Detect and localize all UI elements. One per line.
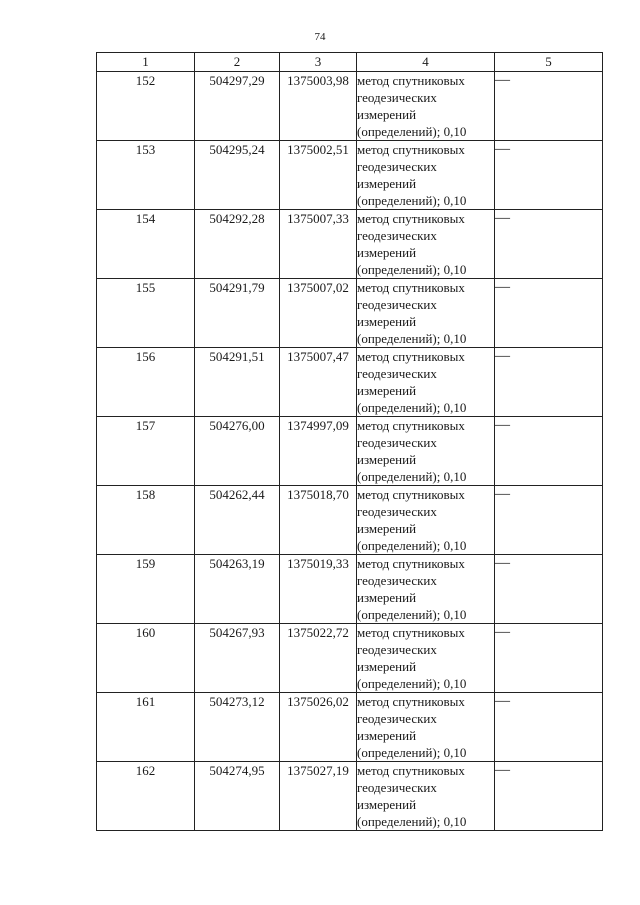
y-coordinate-cell: 1375019,33 bbox=[280, 555, 357, 624]
table-body bbox=[97, 72, 603, 831]
method-line: геодезических bbox=[357, 504, 437, 519]
column-header-2: 2 bbox=[195, 53, 280, 72]
table-row bbox=[97, 693, 603, 762]
method-line: измерений bbox=[357, 107, 417, 122]
y-coordinate-cell: 1375022,72 bbox=[280, 624, 357, 693]
method-line: измерений bbox=[357, 245, 417, 260]
table-row bbox=[97, 348, 603, 417]
point-number-cell: 154 bbox=[97, 210, 195, 279]
y-coordinate-cell: 1375002,51 bbox=[280, 141, 357, 210]
page-number: 74 bbox=[314, 31, 326, 43]
method-line: (определений); 0,10 bbox=[357, 400, 467, 415]
method-line: (определений); 0,10 bbox=[357, 676, 467, 691]
column-header-4: 4 bbox=[357, 53, 495, 72]
x-coordinate-cell: 504291,79 bbox=[195, 279, 280, 348]
x-coordinate-cell: 504267,93 bbox=[195, 624, 280, 693]
method-cell bbox=[357, 348, 495, 417]
y-coordinate-cell: 1375007,33 bbox=[280, 210, 357, 279]
column-header-3: 3 bbox=[280, 53, 357, 72]
method-line: геодезических bbox=[357, 297, 437, 312]
note-cell: — bbox=[495, 279, 603, 348]
method-line: (определений); 0,10 bbox=[357, 607, 467, 622]
method-line: измерений bbox=[357, 797, 417, 812]
method-line: (определений); 0,10 bbox=[357, 193, 467, 208]
y-coordinate-cell: 1375018,70 bbox=[280, 486, 357, 555]
point-number-cell: 162 bbox=[97, 762, 195, 831]
method-line: геодезических bbox=[357, 780, 437, 795]
method-cell bbox=[357, 555, 495, 624]
method-line: (определений); 0,10 bbox=[357, 745, 467, 760]
method-cell bbox=[357, 624, 495, 693]
method-cell bbox=[357, 279, 495, 348]
method-line: измерений bbox=[357, 452, 417, 467]
method-cell bbox=[357, 417, 495, 486]
method-line: измерений bbox=[357, 314, 417, 329]
note-cell: — bbox=[495, 693, 603, 762]
method-cell bbox=[357, 141, 495, 210]
x-coordinate-cell: 504292,28 bbox=[195, 210, 280, 279]
point-number-cell: 160 bbox=[97, 624, 195, 693]
method-line: метод спутниковых bbox=[357, 73, 465, 88]
x-coordinate-cell: 504262,44 bbox=[195, 486, 280, 555]
table-row bbox=[97, 762, 603, 831]
note-cell: — bbox=[495, 417, 603, 486]
column-header-5: 5 bbox=[495, 53, 603, 72]
method-line: метод спутниковых bbox=[357, 487, 465, 502]
method-line: геодезических bbox=[357, 228, 437, 243]
y-coordinate-cell: 1374997,09 bbox=[280, 417, 357, 486]
method-cell bbox=[357, 693, 495, 762]
point-number-cell: 155 bbox=[97, 279, 195, 348]
note-cell: — bbox=[495, 210, 603, 279]
table-row bbox=[97, 279, 603, 348]
method-line: метод спутниковых bbox=[357, 556, 465, 571]
x-coordinate-cell: 504274,95 bbox=[195, 762, 280, 831]
method-line: метод спутниковых bbox=[357, 280, 465, 295]
method-line: (определений); 0,10 bbox=[357, 331, 467, 346]
method-line: метод спутниковых bbox=[357, 211, 465, 226]
table-row bbox=[97, 555, 603, 624]
note-cell: — bbox=[495, 624, 603, 693]
method-line: геодезических bbox=[357, 573, 437, 588]
x-coordinate-cell: 504297,29 bbox=[195, 72, 280, 141]
column-header-1: 1 bbox=[97, 53, 195, 72]
point-number-cell: 158 bbox=[97, 486, 195, 555]
table-row bbox=[97, 486, 603, 555]
method-line: (определений); 0,10 bbox=[357, 469, 467, 484]
y-coordinate-cell: 1375003,98 bbox=[280, 72, 357, 141]
method-cell bbox=[357, 486, 495, 555]
note-cell: — bbox=[495, 348, 603, 417]
method-line: измерений bbox=[357, 176, 417, 191]
method-line: измерений bbox=[357, 590, 417, 605]
method-line: метод спутниковых bbox=[357, 763, 465, 778]
x-coordinate-cell: 504273,12 bbox=[195, 693, 280, 762]
table-row bbox=[97, 141, 603, 210]
method-line: метод спутниковых bbox=[357, 142, 465, 157]
method-line: геодезических bbox=[357, 711, 437, 726]
method-line: геодезических bbox=[357, 435, 437, 450]
point-number-cell: 152 bbox=[97, 72, 195, 141]
point-number-cell: 157 bbox=[97, 417, 195, 486]
note-cell: — bbox=[495, 141, 603, 210]
x-coordinate-cell: 504263,19 bbox=[195, 555, 280, 624]
x-coordinate-cell: 504276,00 bbox=[195, 417, 280, 486]
method-line: метод спутниковых bbox=[357, 625, 465, 640]
table-row bbox=[97, 417, 603, 486]
method-line: (определений); 0,10 bbox=[357, 124, 467, 139]
point-number-cell: 159 bbox=[97, 555, 195, 624]
method-line: измерений bbox=[357, 659, 417, 674]
method-line: геодезических bbox=[357, 159, 437, 174]
y-coordinate-cell: 1375007,47 bbox=[280, 348, 357, 417]
method-line: метод спутниковых bbox=[357, 694, 465, 709]
method-line: геодезических bbox=[357, 366, 437, 381]
table-row bbox=[97, 72, 603, 141]
method-line: измерений bbox=[357, 728, 417, 743]
note-cell: — bbox=[495, 72, 603, 141]
point-number-cell: 156 bbox=[97, 348, 195, 417]
table-row bbox=[97, 210, 603, 279]
method-line: геодезических bbox=[357, 90, 437, 105]
x-coordinate-cell: 504291,51 bbox=[195, 348, 280, 417]
header-row bbox=[97, 53, 603, 72]
method-line: геодезических bbox=[357, 642, 437, 657]
y-coordinate-cell: 1375007,02 bbox=[280, 279, 357, 348]
method-cell bbox=[357, 210, 495, 279]
coordinates-table bbox=[96, 52, 603, 831]
method-cell bbox=[357, 762, 495, 831]
method-line: метод спутниковых bbox=[357, 418, 465, 433]
y-coordinate-cell: 1375027,19 bbox=[280, 762, 357, 831]
method-cell bbox=[357, 72, 495, 141]
point-number-cell: 161 bbox=[97, 693, 195, 762]
method-line: (определений); 0,10 bbox=[357, 262, 467, 277]
method-line: (определений); 0,10 bbox=[357, 538, 467, 553]
method-line: метод спутниковых bbox=[357, 349, 465, 364]
y-coordinate-cell: 1375026,02 bbox=[280, 693, 357, 762]
method-line: измерений bbox=[357, 521, 417, 536]
note-cell: — bbox=[495, 555, 603, 624]
method-line: измерений bbox=[357, 383, 417, 398]
note-cell: — bbox=[495, 486, 603, 555]
x-coordinate-cell: 504295,24 bbox=[195, 141, 280, 210]
method-line: (определений); 0,10 bbox=[357, 814, 467, 829]
note-cell: — bbox=[495, 762, 603, 831]
point-number-cell: 153 bbox=[97, 141, 195, 210]
table-row bbox=[97, 624, 603, 693]
